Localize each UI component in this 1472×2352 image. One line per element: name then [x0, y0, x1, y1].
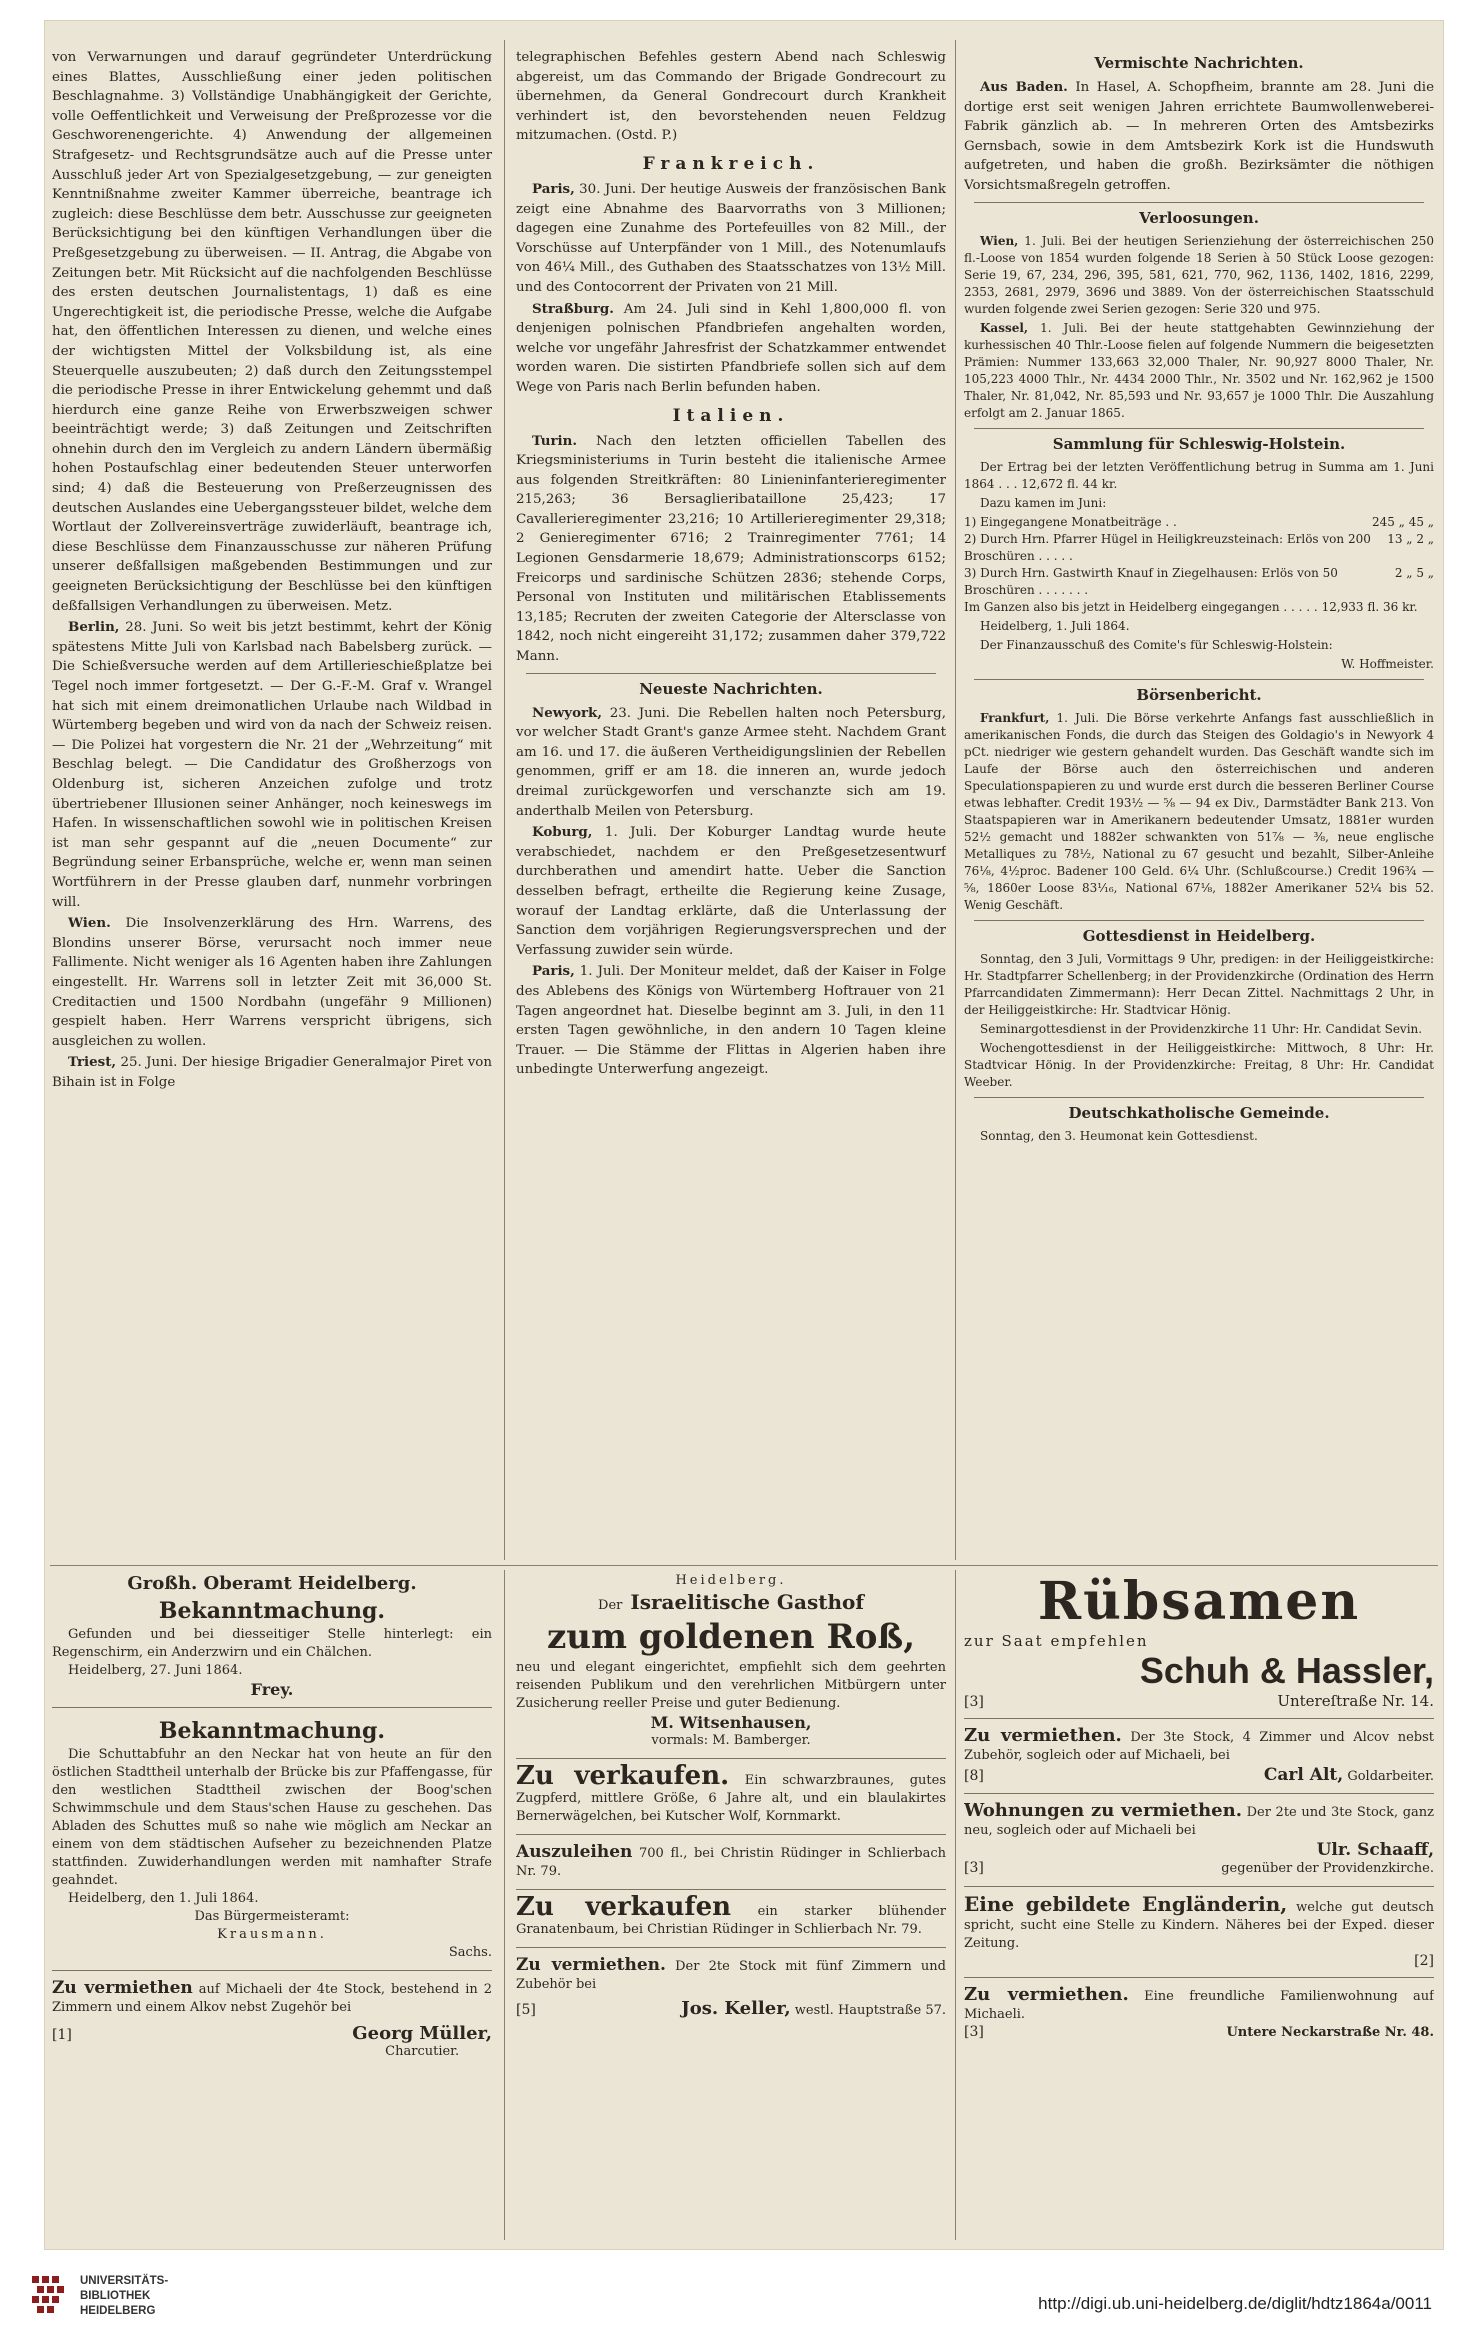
column-right	[964, 48, 1434, 1558]
ad-reference-number: [3]	[964, 1860, 984, 1876]
ad-verkaufen-body: Ein schwarzbraunes, gutes Zugpferd, mittlere Größe, 6 Jahre alt, und ein blaulakirtes Bernerwägelchen, bei Kutscher Wolf, Kornmarkt.	[516, 1773, 946, 1824]
library-name-line: HEIDELBERG	[80, 2305, 156, 2317]
ad-englaenderin-body: welche gut deutsch spricht, sucht eine Stelle zu Kindern. Näheres bei der Exped. dieser Zeitung.	[964, 1900, 1434, 1951]
dateline-wien: Wien,	[980, 233, 1019, 248]
ad-reference-number: [3]	[964, 2024, 984, 2040]
ad-bekanntmachung-signature: Frey.	[250, 1680, 294, 1699]
ad-wohnungen-footer	[964, 1860, 1434, 1878]
ad-bekanntmachung-date: Heidelberg, den 1. Juli 1864.	[68, 1891, 259, 1906]
article-triest	[52, 1053, 492, 1092]
ad-bekanntmachung-name: Krausmann.	[217, 1927, 327, 1942]
divider	[964, 1886, 1434, 1887]
library-name-line: BIBLIOTHEK	[80, 2290, 151, 2302]
dateline-baden: Aus Baden.	[980, 79, 1068, 95]
sammlung-comite: Der Finanzausschuß des Comite's für Schleswig-Holstein:	[980, 637, 1333, 652]
article-berlin	[52, 618, 492, 912]
deutschkath-body: Sonntag, den 3. Heumonat kein Gottesdienst.	[980, 1128, 1258, 1143]
article-body: Die Insolvenzerklärung des Hrn. Warrens, des Blondins unserer Börse, verursacht noch immer neue Fallimente. Nicht weniger als 16 Agenten haben ihre Zahlungen eingestellt. Hr. Warrens soll in letzter Zeit mit 36,000 St. Creditactien und 1500 Nordbahn (ungefähr 9 Millionen) gespielt haben. Herr Warrens verspricht übrigens, sich ausgleichen zu wollen.	[52, 916, 492, 1049]
ads-left	[52, 1572, 492, 2232]
ad-column-rule	[504, 1570, 505, 2240]
dateline-wien: Wien.	[68, 915, 111, 932]
ad-wohnungen-address: gegenüber der Providenzkirche.	[1221, 1861, 1434, 1876]
ad-ruebsamen-saat: zur Saat empfehlen	[964, 1632, 1149, 1650]
article-strassburg	[516, 300, 946, 398]
ad-englaenderin-heading: Eine gebildete Engländerin,	[964, 1892, 1288, 1916]
ad-gasthof-name: zum goldenen Roß,	[546, 1617, 916, 1657]
ad-firm-name: Schuh & Hassler,	[1139, 1650, 1434, 1691]
ad-gasthof-der: Der	[598, 1598, 623, 1613]
ad-verkaufen-heading: Zu verkaufen	[516, 1892, 732, 1922]
ad-gasthof-title: Israelitische Gasthof	[630, 1590, 864, 1614]
ad-verkaufen-heading: Zu verkaufen.	[516, 1761, 730, 1791]
dateline-newyork: Newyork,	[532, 704, 602, 721]
dateline-koburg: Koburg,	[532, 824, 593, 841]
section-heading-sammlung: Sammlung für Schleswig-Holstein.	[1052, 434, 1346, 453]
ad-reference-number: [1]	[52, 2027, 72, 2043]
dateline-kassel: Kassel,	[980, 320, 1029, 335]
ad-verkaufen-body: ein starker blühender Granatenbaum, bei Christian Rüdinger in Schlierbach Nr. 79.	[516, 1904, 946, 1937]
ad-wohnungen	[964, 1802, 1434, 1840]
article-turin	[516, 432, 946, 667]
ad-firm-footer	[964, 1692, 1434, 1710]
section-rule	[50, 1565, 1438, 1566]
library-name-line: UNIVERSITÄTS-	[80, 2275, 169, 2287]
ad-bekanntmachung-amt: Das Bürgermeisteramt:	[194, 1909, 350, 1924]
ad-reference-number: [8]	[964, 1768, 984, 1784]
ad-wohnungen-body: Der 2te und 3te Stock, ganz neu, sogleich oder auf Michaeli bei	[964, 1805, 1434, 1838]
section-heading-italien: Italien.	[672, 405, 790, 426]
divider	[964, 1977, 1434, 1978]
ad-vermiethen-heading: Zu vermiethen.	[964, 1984, 1129, 2005]
ad-vermiethen-3-footer	[964, 1765, 1434, 1785]
ad-vermiethen-3-signature: Carl Alt,	[1263, 1765, 1344, 1785]
library-name	[80, 2274, 168, 2319]
article-body: In Hasel, A. Schopfheim, brannte am 28. Juni die dortige erst seit wenigen Jahren errichtete Baumwollenweberei-Fabrik gänzlich ab. — In mehreren Orten des Amtsbezirks Gernsbach, sowie in dem Amtsbezirk Kork ist die Hundswuth aufgetreten, und haben die großh. Bezirksämter die nöthigen Vorsichtsmaßregeln getroffen.	[964, 80, 1434, 193]
article-koburg	[516, 823, 946, 960]
section-heading-boersen: Börsenbericht.	[1136, 685, 1262, 704]
article-body: 1. Juli. Der Moniteur meldet, daß der Kaiser in Folge des Ablebens des Königs von Würtemberg Hoftrauer von 21 Tagen angeordnet hat. Dieselbe beginnt am 3. Juli, in den 11 ersten Tagen gewöhnliche, in den andern 10 Tagen kleine Trauer. — Die Stämme der Flittas in Algerien haben ihre unbedingte Unterwerfung angezeigt.	[516, 964, 946, 1078]
gottesdienst-woche: Wochengottesdienst in der Heiliggeistkirche: Mittwoch, 8 Uhr: Hr. Stadtvicar Hönig. In der Providenzkirche: Freitag, 8 Uhr: Hr. Candidat Weeber.	[964, 1040, 1434, 1089]
ad-gasthof-town: Heidelberg.	[675, 1573, 787, 1588]
ad-vermiethen-2-signature-block	[681, 1998, 946, 2019]
sammlung-date: Heidelberg, 1. Juli 1864.	[980, 618, 1130, 633]
article-baden	[964, 78, 1434, 196]
ad-vermiethen-3-signature-block	[1264, 1765, 1434, 1785]
ad-vermiethen-heading: Zu vermiethen.	[516, 1955, 666, 1975]
dateline-berlin: Berlin,	[68, 619, 120, 636]
article-body: Nach den letzten officiellen Tabellen des Kriegsministeriums in Turin besteht die italienische Armee aus folgenden Streitkräften: 80 Linieninfanterieregimenter 215,263; 36 Bersaglieribataillone 25,423; 17 Cavallerieregimenter 23,216; 10 Artillerieregimenter 29,318; 2 Genieregimenter 6716; 2 Trainregimenter 7761; 14 Legionen Gensdarmerie 18,679; Administrationscorps 6152; Freicorps und sardinische Schützen 2836; stehende Corps, Personal von Instituten und militärischen Etablissements 13,185; Recruten der zweiten Categorie der Altersclasse von 1842, noch nicht eingereiht 31,172; zusammen daher 379,722 Mann.	[516, 433, 946, 665]
dateline-turin: Turin.	[532, 432, 578, 449]
ad-column-rule	[955, 1570, 956, 2240]
ad-bekanntmachung-date: Heidelberg, 27. Juni 1864.	[68, 1663, 243, 1678]
ad-wohnungen-signature: Ulr. Schaaff,	[1316, 1840, 1434, 1860]
sammlung-item	[964, 514, 1434, 531]
divider	[974, 428, 1424, 429]
divider	[974, 202, 1424, 203]
divider	[516, 1758, 946, 1759]
ad-gasthof-signature: M. Witsenhausen,	[650, 1713, 812, 1732]
divider	[974, 920, 1424, 921]
ad-vermiethen-signature: Georg Müller,	[352, 2023, 492, 2044]
ad-vermiethen-body: Eine freundliche Familienwohnung auf Michaeli.	[964, 1989, 1434, 2022]
article-body: 1. Juli. Bei der heutigen Serienziehung der österreichischen 250 fl.-Loose von 1854 wurden folgende 18 Serien à 50 Stück Loose gezogen: Serie 19, 67, 234, 296, 395, 581, 621, 770, 962, 1136, 1402, 1816, 2299, 2353, 2681, 2979, 3696 und 3889. Von der österreichischen Staatsschuld wurden folgende zwei Serien gezogen: Serie 320 und 975.	[964, 233, 1434, 316]
ad-vermiethen-4	[964, 1986, 1434, 2024]
dateline-paris: Paris,	[532, 963, 575, 980]
section-heading-deutschkatholisch: Deutschkatholische Gemeinde.	[1068, 1103, 1330, 1122]
sammlung-total: Im Ganzen also bis jetzt in Heidelberg eingegangen . . . . . 12,933 fl. 36 kr.	[964, 599, 1418, 614]
sammlung-item	[964, 531, 1434, 565]
divider	[974, 1097, 1424, 1098]
column-middle	[516, 48, 946, 1558]
ad-ruebsamen-title: Rübsamen	[1037, 1572, 1361, 1632]
section-heading-gottesdienst: Gottesdienst in Heidelberg.	[1082, 926, 1316, 945]
sammlung-item-label: 2) Durch Hrn. Pfarrer Hügel in Heiligkreuzsteinach: Erlös von 200 Broschüren . . . . .	[964, 531, 1371, 563]
article-body: 28. Juni. So weit bis jetzt bestimmt, kehrt der König spätestens Mitte Juli von Karlsbad nach Babelsberg zurück. — Die Schießversuche werden auf dem Artillerieschießplatze bei Tegel noch immer fortgesetzt. — Der G.-F.-M. Graf v. Wrangel hat sich mit einem dreimonatlichen Urlaube nach Wildbad in Würtemberg begeben und wird von da nach der Schweiz reisen. — Die Polizei hat vorgestern die Nr. 21 der „Wehrzeitung“ mit Beschlag belegt. — Die Candidatur des Großherzogs von Oldenburg ist, sicheren Anzeichen zufolge und trotz übertriebener Illusionen seiner Anhänger, noch keineswegs im Hafen. In wissenschaftlichen sowohl wie in politischen Kreisen ist man sehr gespannt auf die „neuen Documente“ zur Begründung seiner Erbansprüche, welche er, wenn man seinen Wortführern in der Presse glauben darf, nunmehr vorbringen will.	[52, 620, 492, 910]
article-kassel	[964, 320, 1434, 422]
article-body: 1. Juli. Die Börse verkehrte Anfangs fast ausschließlich in amerikanischen Fonds, die durch das Steigen des Goldagio's in Newyork 4 pCt. niedriger wie gestern gehandelt wurden. Das Geschäft wandte sich im Laufe der Börse auch den österreichischen und anderen Speculationspapieren zu und wurde erst durch die besseren Berliner Course etwas lebhafter. Credit 193½ — ⅝ — 94 ex Div., Darmstädter Bank 213. Von Staatspapieren war in Amerikanern bedeutender Umsatz, 1881er wurden 52½ gemacht und 1882er schwankten von 51⅞ — ⅜, neue englische Metalliques zu 78½, National zu 67 gesucht und bezahlt, Silber-Anleihe 76⅛, 4½proc. Badener 100 Geld. 6¼ Uhr. (Schlußcourse.) Credit 196¾ — ⅝, 1860er Loose 83¹⁄₁₆, National 67⅛, 1882er Amerikaner 52¼ bis 52. Wenig Geschäft.	[964, 710, 1434, 912]
article-newyork	[516, 704, 946, 822]
ad-vermiethen-3	[964, 1727, 1434, 1765]
ad-ausleihen-body: 700 fl., bei Christin Rüdinger in Schlierbach Nr. 79.	[516, 1846, 946, 1879]
article-body: 23. Juni. Die Rebellen halten noch Petersburg, vor welcher Stadt Grant's ganze Armee steht. Nachdem Grant am 16. und 17. die äußeren Vertheidigungslinien der Rebellen genommen, griff er am 18. die inneren an, wurde jedoch dreimal zurückgeworfen und verschanzte sich am 19. anderthalb Meilen von Petersburg.	[516, 705, 946, 819]
article-paris	[516, 180, 946, 298]
sammlung-item-amount: 2 „ 5 „	[1394, 565, 1434, 580]
newspaper-page	[44, 20, 1444, 2250]
divider	[964, 1718, 1434, 1719]
ad-vermiethen-2-footer	[516, 1998, 946, 2019]
sammlung-item-label: 3) Durch Hrn. Gastwirth Knauf in Ziegelhausen: Erlös von 50 Broschüren . . . . . . .	[964, 565, 1338, 597]
article-text: von Verwarnungen und darauf gegründeter Unterdrückung eines Blattes, Ausschließung einer jeden politischen Beschlagnahme. 3) Vollständige Unabhängigkeit der Gerichte, volle Oeffentlichkeit und Verweisung der Preßprozesse vor die Geschworenengerichte. 4) Anwendung der allgemeinen Strafgesetz- und Rechtsgrundsätze auch auf die Presse unter Ausschluß jeder Art von Spezialgesetzgebung, — zur geneigten Kenntnißnahme zweiter Kammer überreiche, beantrage ich zugleich: diese Beschlüsse dem betr. Ausschusse zur geeigneten Berücksichtigung bei den künftigen Verhandlungen über die Preßgesetzgebung zu überweisen. — II. Antrag, die Abgabe von Zeitungen betr. Mit Rücksicht auf die nachfolgenden Beschlüsse des ersten deutschen Journalistentags, 1) daß es eine Ungerechtigkeit ist, die periodische Presse, welche die Aufgabe hat, den öffentlichen Interessen zu dienen, und welche eines der wichtigsten Mittel der Volksbildung ist, als eine Steuerquelle auszubeuten; 2) daß durch den Zeitungsstempel die periodische Presse in ihrer Entwickelung gehemmt und daß hierdurch eine ganze Reihe von Erwerbszweigen schwer beeinträchtigt werde; 3) daß Zeitungen und Zeitschriften ohnehin durch den im Vergleich zu andern Ländern übermäßig hohen Postaufschlag einer bedeutenden Steuer unterworfen sind; 4) daß die Besteuerung von Preßerzeugnissen des deutschen Auslandes eine Uebergangssteuer bildet, welche dem Wortlaut der Zollvereinsverträge zuwiderläuft, beantrage ich, diese Beschlüsse dem Finanzausschusse zur näheren Prüfung unserer deßfallsigen maßgebenden Bestimmungen und zur geeigneten Berücksichtigung der Beschlüsse bei den künftigen deßfallsigen Verhandlungen zu überweisen. Metz.	[52, 50, 492, 614]
sammlung-signature: W. Hoffmeister.	[1341, 656, 1434, 671]
ad-vermiethen-2	[516, 1956, 946, 1994]
ad-vermiethen-2-signature: Jos. Keller,	[681, 1998, 791, 2019]
sammlung-item-label: 1) Eingegangene Monatbeiträge . .	[964, 514, 1177, 529]
divider	[516, 1889, 946, 1890]
ad-vermiethen-body: auf Michaeli der 4te Stock, bestehend in 2 Zimmern und einem Alkov nebst Zugehör bei	[52, 1982, 492, 2015]
divider	[974, 679, 1424, 680]
ad-vermiethen-heading: Zu vermiethen.	[964, 1725, 1122, 1746]
column-rule	[955, 40, 956, 1560]
ad-vermiethen-3-role: Goldarbeiter.	[1343, 1769, 1434, 1784]
article-body: 1. Juli. Der Koburger Landtag wurde heute verabschiedet, nachdem er den Preßgesetzesentwurf durchberathen und amendirt hatte. Ueber die Sanction desselben befragt, ertheilte die Regierung keine Zusage, worauf der Landtag erklärte, daß die Unterlassung der Sanction dem vorjährigen Regierungsversprechen und der Verfassung zuwider sein würde.	[516, 825, 946, 958]
ad-gasthof-signature-2: vormals: M. Bamberger.	[651, 1733, 811, 1748]
ad-reference-number: [5]	[516, 2002, 536, 2018]
column-rule	[504, 40, 505, 1560]
university-library-logo-icon	[30, 2274, 70, 2318]
ad-bekanntmachung-title: Bekanntmachung.	[158, 1718, 386, 1744]
divider	[516, 1834, 946, 1835]
ad-verkaufen-2	[516, 1892, 946, 1939]
section-heading-neueste: Neueste Nachrichten.	[639, 679, 823, 698]
dateline-paris: Paris,	[532, 180, 575, 197]
sammlung-dazu: Dazu kamen im Juni:	[980, 495, 1107, 510]
ad-vermiethen-footer	[52, 2023, 492, 2059]
sammlung-item-amount: 245 „ 45 „	[1371, 514, 1434, 529]
article-frankfurt	[964, 710, 1434, 914]
article-body: 1. Juli. Bei der heute stattgehabten Gewinnziehung der kurhessischen 40 Thlr.-Loose fielen auf folgende Nummern die beigesetzten Prämien: Nummer 133,663 32,000 Thaler, Nr. 90,927 8000 Thaler, Nr. 105,223 4000 Thlr., Nr. 4434 2000 Thlr., Nr. 3502 und Nr. 162,962 je 1500 Thaler, Nr. 81,042, Nr. 85,593 und Nr. 93,657 je 1000 Thlr. Die Auszahlung erfolgt am 2. Januar 1865.	[964, 320, 1434, 420]
ad-bekanntmachung-title: Bekanntmachung.	[158, 1598, 386, 1624]
ad-gasthof-title-row	[516, 1590, 946, 1615]
dateline-strassburg: Straßburg.	[532, 300, 614, 317]
ad-vermiethen-2-address: westl. Hauptstraße 57.	[790, 2003, 946, 2018]
ad-wohnungen-heading: Wohnungen zu vermiethen.	[964, 1800, 1242, 1821]
ad-vermiethen-4-footer	[964, 2024, 1434, 2042]
ad-vermiethen-signature-block	[352, 2023, 492, 2059]
ad-vermiethen-heading: Zu vermiethen	[52, 1978, 193, 1998]
divider	[526, 673, 936, 674]
sammlung-item	[964, 565, 1434, 599]
ad-vermiethen-body: Der 3te Stock, 4 Zimmer und Alcov nebst Zubehör, sogleich oder auf Michaeli, bei	[964, 1730, 1434, 1763]
article-wien-loose	[964, 233, 1434, 318]
gottesdienst-seminar: Seminargottesdienst in der Providenzkirche 11 Uhr: Hr. Candidat Sevin.	[980, 1021, 1423, 1036]
section-heading-frankreich: Frankreich.	[642, 153, 820, 174]
section-heading-vermischte: Vermischte Nachrichten.	[1094, 54, 1304, 72]
ad-reference-number: [3]	[964, 1694, 984, 1710]
viewer-footer	[0, 2256, 1472, 2352]
sammlung-item-amount: 13 „ 2 „	[1387, 531, 1434, 546]
divider	[52, 1970, 492, 1971]
divider	[964, 1793, 1434, 1794]
gottesdienst-body: Sonntag, den 3 Juli, Vormittags 9 Uhr, predigen: in der Heiliggeistkirche: Hr. Stadtpfarrer Schellenberg; in der Providenzkirche (Ordination des Herrn Pfarrcandidaten Zimmermann): Herr Decan Zittel. Nachmittags 2 Uhr, in der Heiliggeistkirche: Hr. Stadtvicar Hönig.	[964, 951, 1434, 1017]
ad-vermiethen-role: Charcutier.	[385, 2044, 460, 2059]
ad-firm-address: Untereſtraße Nr. 14.	[1277, 1692, 1434, 1710]
ad-verkaufen-1	[516, 1761, 946, 1826]
article-text: telegraphischen Befehles gestern Abend nach Schleswig abgereist, um das Commando der Brigade Gondrecourt zu übernehmen, da General Gondrecourt durch Krankheit verhindert ist, den bevorstehenden neuen Feldzug mitzumachen. (Ostd. P.)	[516, 50, 946, 144]
column-left	[52, 48, 492, 1558]
ad-vermiethen-body: Der 2te Stock mit fünf Zimmern und Zubehör bei	[516, 1959, 946, 1992]
ad-oberamt-heading: Großh. Oberamt Heidelberg.	[127, 1573, 417, 1594]
ad-gasthof-body: neu und elegant eingerichtet, empfiehlt sich dem geehrten reisenden Publikum und den verehrlichen Mitbürgern unter Zusicherung reeller Preise und guter Bedienung.	[516, 1660, 946, 1711]
article-body: 25. Juni. Der hiesige Brigadier Generalmajor Piret von Bihain ist in Folge	[52, 1055, 492, 1090]
ad-ausleihen	[516, 1843, 946, 1881]
article-body: Am 24. Juli sind in Kehl 1,800,000 fl. von denjenigen polnischen Pfandbriefen angehalten worden, welche vor ungefähr Jahresfrist der Schatzkammer entwendet worden waren. Die sistirten Pfandbriefe sollen sich auf dem Wege von Paris nach Berlin befunden haben.	[516, 301, 946, 395]
divider	[516, 1947, 946, 1948]
ad-bekanntmachung-signature: Sachs.	[448, 1945, 492, 1960]
ad-bekanntmachung-body: Gefunden und bei diesseitiger Stelle hinterlegt: ein Regenschirm, ein Anderzwirn und ein Chälchen.	[52, 1627, 492, 1660]
ad-reference-number: [2]	[1414, 1953, 1434, 1969]
article-paris-2	[516, 962, 946, 1080]
ads-middle	[516, 1572, 946, 2232]
ad-ausleihen-heading: Auszuleihen	[516, 1842, 633, 1862]
ads-right	[964, 1572, 1434, 2232]
dateline-triest: Triest,	[68, 1054, 117, 1071]
permalink-url[interactable]: http://digi.ub.uni-heidelberg.de/diglit/hdtz1864a/0011	[1038, 2294, 1432, 2313]
section-heading-verloosungen: Verloosungen.	[1139, 208, 1259, 227]
sammlung-intro: Der Ertrag bei der letzten Veröffentlichung betrug in Summa am 1. Juni 1864 . . . 12,672 fl. 44 kr.	[964, 459, 1434, 491]
ad-vermiethen	[52, 1979, 492, 2017]
article-wien	[52, 914, 492, 1051]
ad-vermiethen-4-address: Untere Neckarstraße Nr. 48.	[1226, 2025, 1434, 2040]
dateline-frankfurt: Frankfurt,	[980, 710, 1050, 725]
divider	[52, 1707, 492, 1708]
article-body: 30. Juni. Der heutige Ausweis der französischen Bank zeigt eine Abnahme des Baarvorraths von 3 Millionen; dagegen eine Zunahme des Portefeuilles von 82 Mill., der Vorschüsse auf Unterpfänder von 1 Mill., des Notenumlaufs von 46¼ Mill., des Guthaben des Staatsschatzes von 13½ Mill. und des Contocorrent der Privaten von 21 Mill.	[516, 181, 946, 295]
ad-englaenderin	[964, 1892, 1434, 1953]
ad-bekanntmachung-body: Die Schuttabfuhr an den Neckar hat von heute an für den östlichen Stadttheil unterhalb der Brücke bis zur Pfaffengasse, für den westlichen Stadttheil zwischen der Boog'schen Schwimmschule und dem Staus'schen Hause zu geschehen. Das Abladen des Schuttes muß so nahe wie möglich am Neckar an einem von dem städtischen Aufseher zu bezeichnenden Platze stattfinden. Zuwiderhandlungen werden mit namhafter Strafe geahndet.	[52, 1747, 492, 1888]
